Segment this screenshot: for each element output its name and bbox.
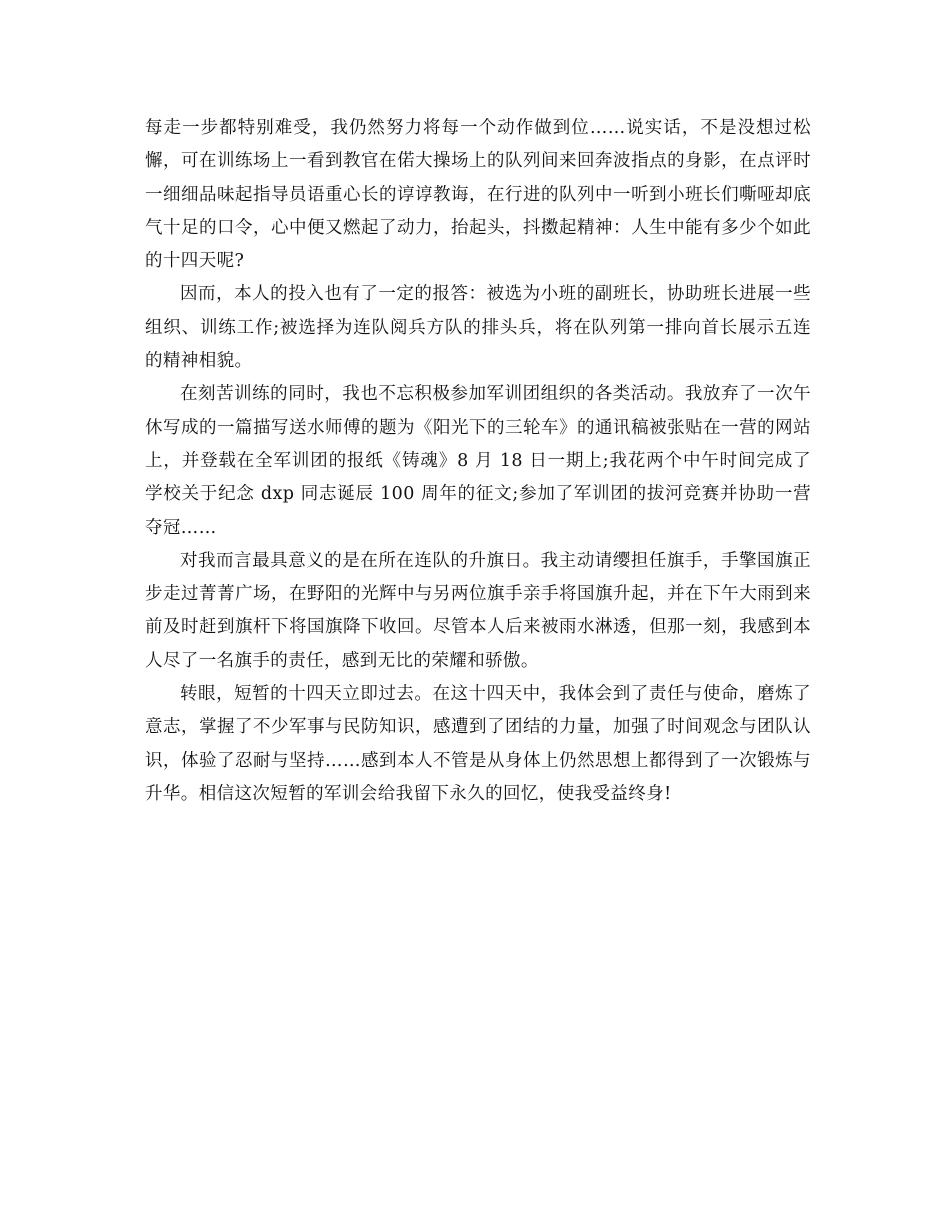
paragraph: 因而，本人的投入也有了一定的报答：被选为小班的副班长，协助班长进展一些组织、训练工作;被选择为连队阅兵方队的排头兵，将在队列第一排向首长展示五连的精神相貌。	[145, 284, 811, 372]
paragraph: 对我而言最具意义的是在所在连队的升旗日。我主动请缨担任旗手，手擎国旗正步走过菁菁广场，在野阳的光辉中与另两位旗手亲手将国旗升起，并在下午大雨到来前及时赶到旗杆下将国旗降下收回。尽管本人后来被雨水淋透，但那一刻，我感到本人尽了一名旗手的责任，感到无比的荣耀和骄傲。	[145, 550, 811, 671]
paragraph-continued: 每走一步都特别难受，我仍然努力将每一个动作做到位……说实话，不是没想过松懈，可在训练场上一看到教官在偌大操场上的队列间来回奔波指点的身影，在点评时一细细品味起指导员语重心长的谆谆教诲，在行进的队列中一听到小班长们嘶哑却底气十足的口令，心中便又燃起了动力，抬起头，抖擞起精神：人生中能有多少个如此的十四天呢?	[145, 118, 811, 272]
paragraph: 在刻苦训练的同时，我也不忘积极参加军训团组织的各类活动。我放弃了一次午休写成的一篇描写送水师傅的题为《阳光下的三轮车》的通讯稿被张贴在一营的网站上，并登载在全军训团的报纸《铸魂》8 月 18 日一期上;我花两个中午时间完成了学校关于纪念 dxp 同志诞辰 100 周年的征文;参加了军训团的拔河竞赛并协助一营夺冠……	[145, 384, 811, 538]
document-body	[145, 112, 811, 811]
paragraph: 转眼，短暂的十四天立即过去。在这十四天中，我体会到了责任与使命，磨炼了意志，掌握了不少军事与民防知识，感遭到了团结的力量，加强了时间观念与团队认识，体验了忍耐与坚持……感到本人不管是从身体上仍然思想上都得到了一次锻炼与升华。相信这次短暂的军训会给我留下永久的回忆，使我受益终身!	[145, 684, 811, 804]
